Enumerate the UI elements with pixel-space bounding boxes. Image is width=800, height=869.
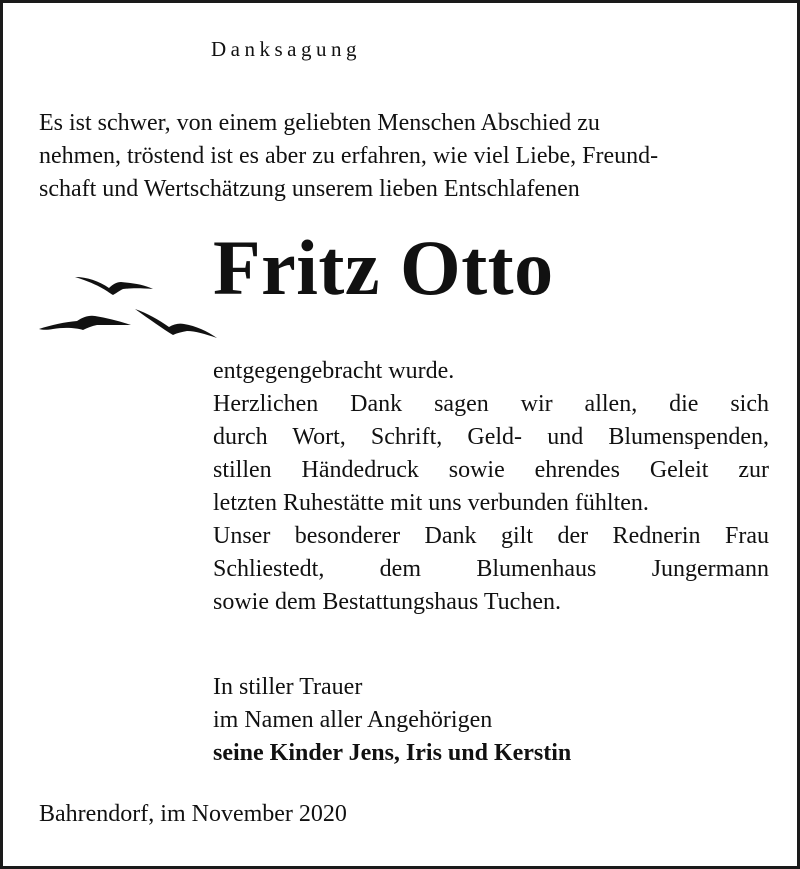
intro-line: schaft und Wertschätzung unserem lieben Entschlafenen: [39, 176, 580, 202]
body-line: Unser besonderer Dank gilt der Rednerin Frau: [213, 523, 769, 549]
body-line: entgegengebracht wurde.: [213, 358, 455, 384]
bird-icon: [75, 277, 153, 295]
flying-birds-icon: [37, 269, 222, 345]
closing-line: In stiller Trauer: [213, 674, 363, 700]
intro-line: Es ist schwer, von einem geliebten Menschen Abschied zu: [39, 110, 600, 136]
body-paragraph: [213, 355, 769, 619]
closing-line: im Namen aller Angehörigen: [213, 707, 493, 733]
bird-icon: [135, 309, 217, 338]
body-line: Schliestedt, dem Blumenhaus Jungermann: [213, 556, 769, 582]
body-line: durch Wort, Schrift, Geld- und Blumenspenden,: [213, 424, 769, 450]
body-line: stillen Händedruck sowie ehrendes Geleit zur: [213, 457, 769, 483]
body-line: letzten Ruhestätte mit uns verbunden fühlten.: [213, 490, 649, 516]
place-date: Bahrendorf, im November 2020: [39, 801, 347, 827]
bird-icon: [39, 316, 131, 330]
body-line: Herzlichen Dank sagen wir allen, die sich: [213, 391, 769, 417]
intro-paragraph: [39, 107, 767, 206]
heading: Danksagung: [211, 37, 361, 61]
signature: seine Kinder Jens, Iris und Kerstin: [213, 740, 572, 766]
intro-line: nehmen, tröstend ist es aber zu erfahren, wie viel Liebe, Freund-: [39, 143, 659, 169]
closing-block: [213, 671, 571, 770]
deceased-name: Fritz Otto: [213, 224, 554, 311]
body-line: sowie dem Bestattungshaus Tuchen.: [213, 589, 561, 615]
